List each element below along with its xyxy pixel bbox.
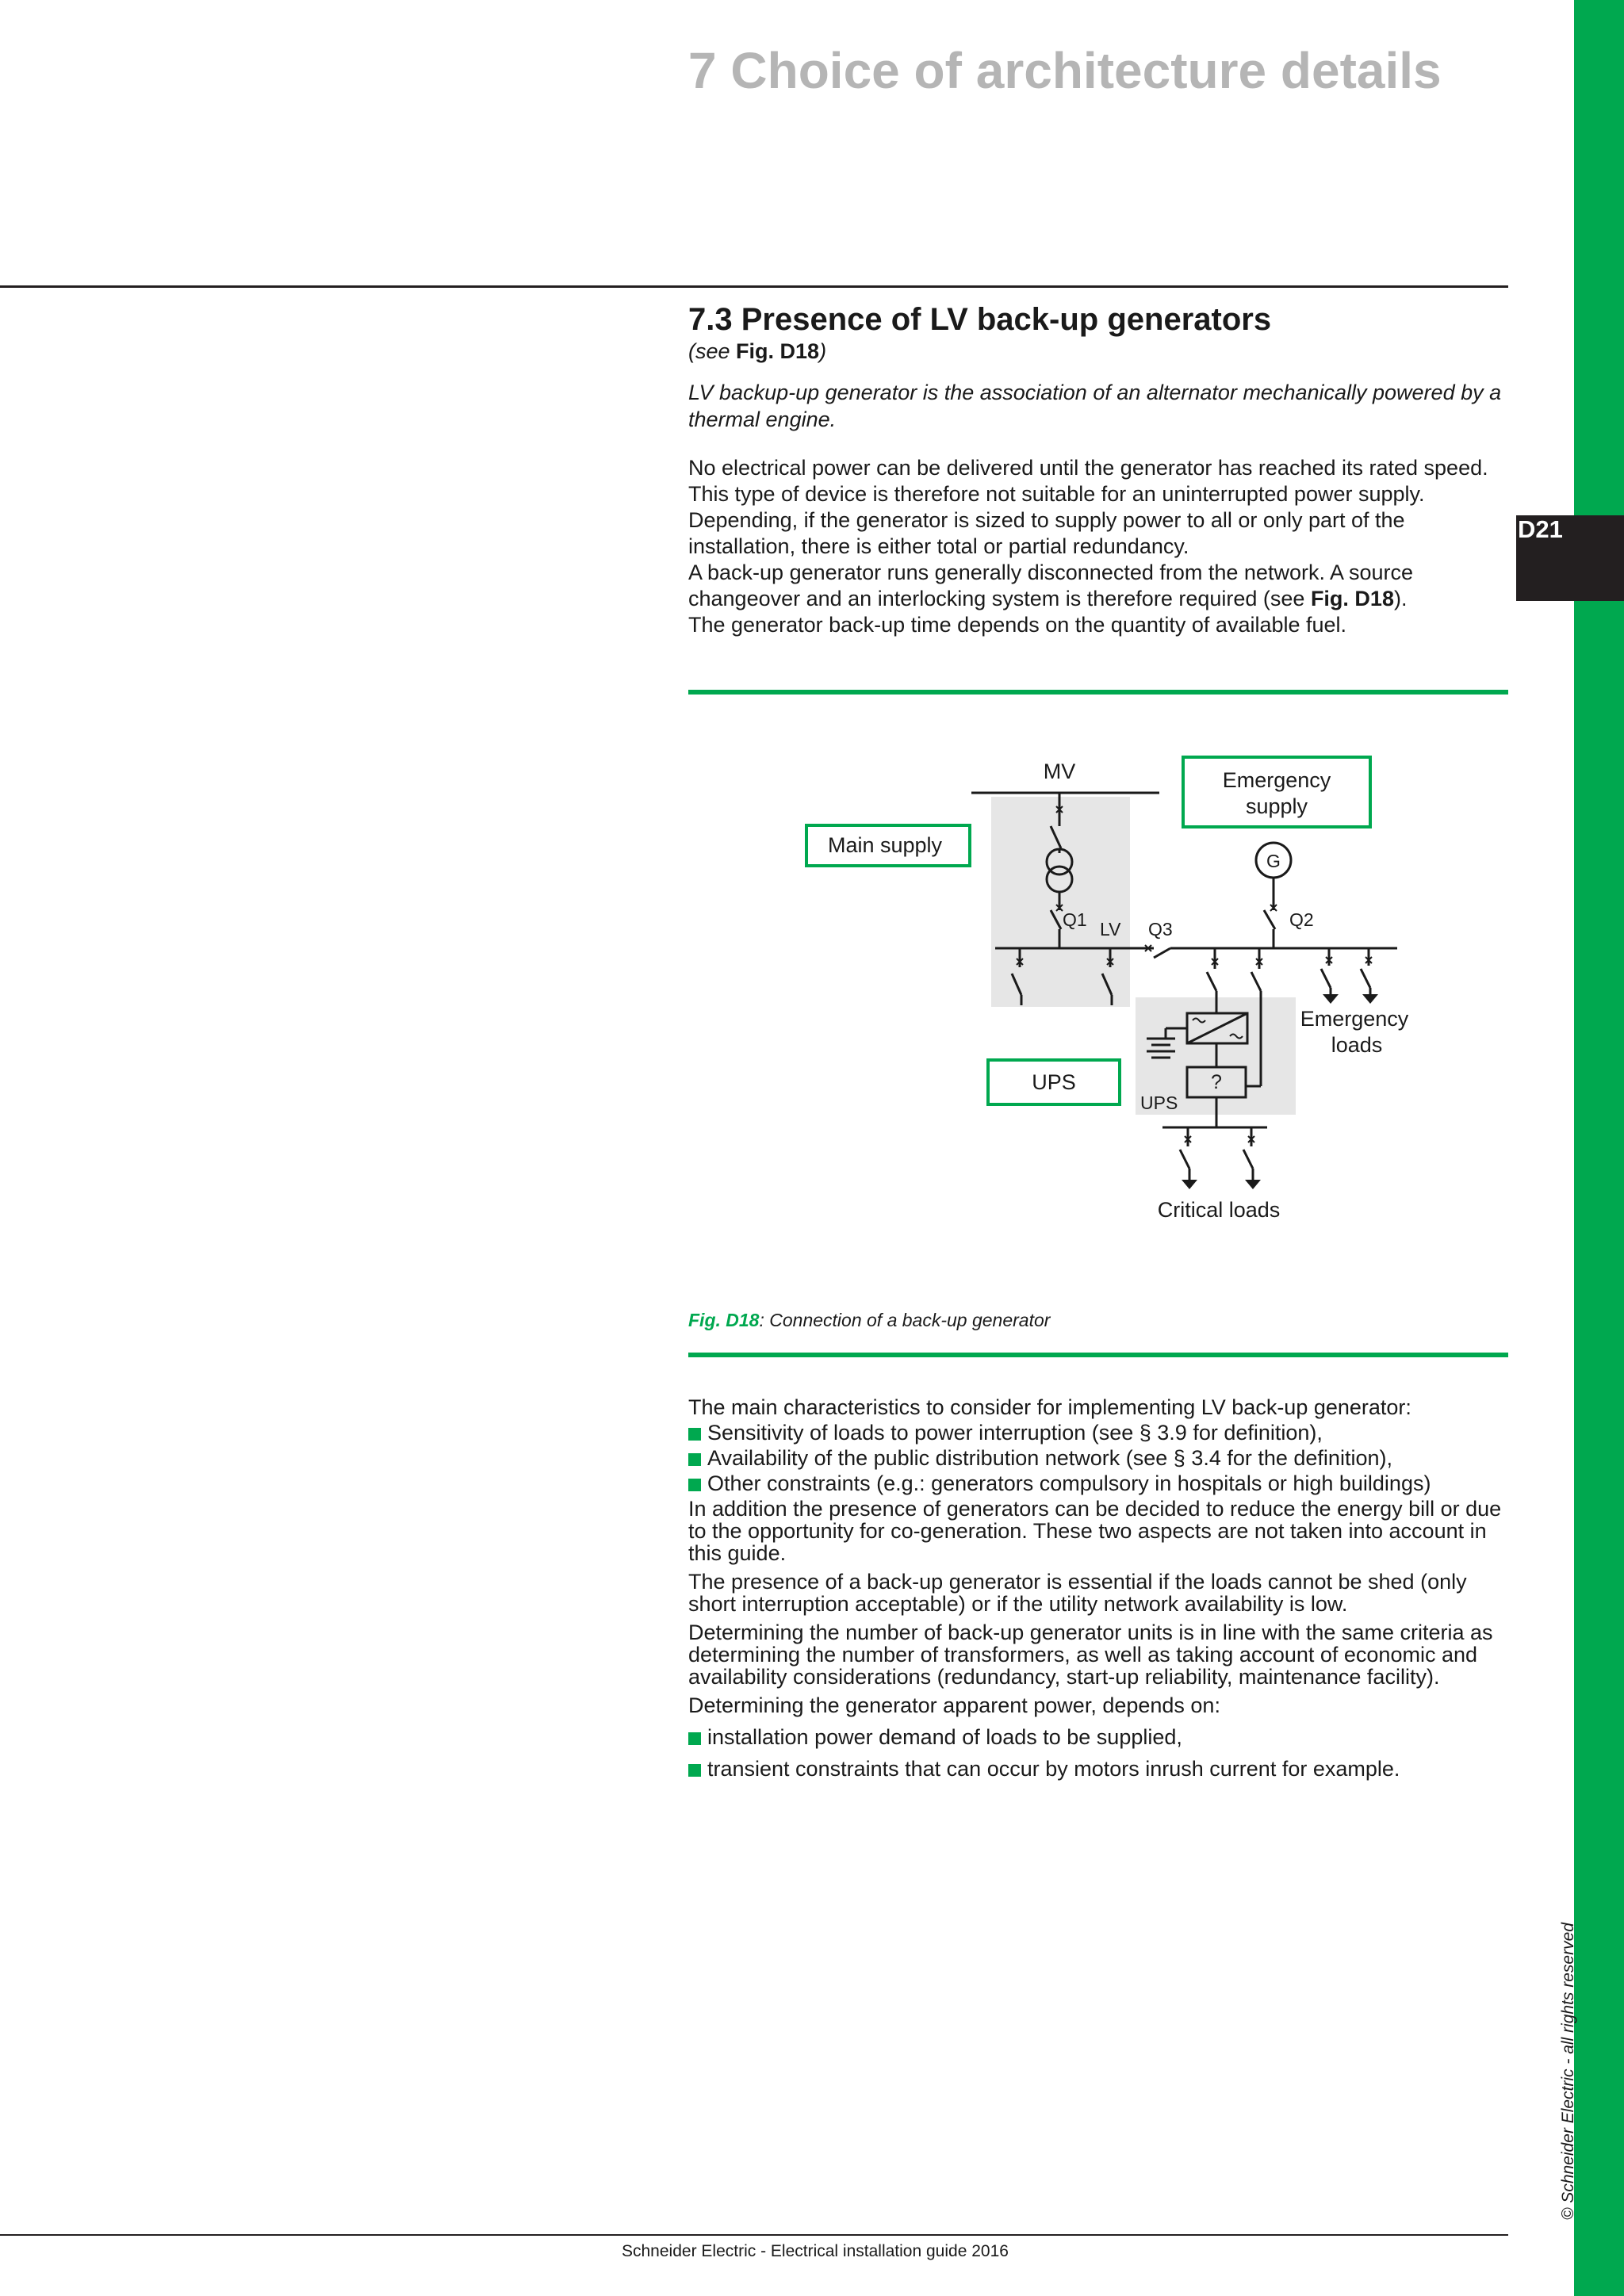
paragraph: The generator back-up time depends on the quantity of available fuel.: [688, 613, 1347, 637]
paragraph: Depending, if the generator is sized to supply power to all or only part of the installation, there is either total or partial redundancy.: [688, 508, 1405, 558]
bullet-icon: [688, 1479, 701, 1491]
paragraph: Determining the generator apparent power, depends on:: [688, 1693, 1220, 1717]
bullet-icon: [688, 1428, 701, 1441]
label-generator: G: [1266, 851, 1281, 871]
bullet-icon: [688, 1453, 701, 1466]
paragraph: The main characteristics to consider for implementing LV back-up generator:: [688, 1395, 1411, 1419]
footer-text: Schneider Electric - Electrical installation guide 2016: [622, 2242, 1009, 2260]
list-item: Availability of the public distribution network (see § 3.4 for the definition),: [688, 1447, 1513, 1469]
label-ups: UPS: [1140, 1093, 1178, 1113]
paragraph: No electrical power can be delivered until the generator has reached its rated speed. This type of device is therefore not suitable for an uninterrupted power supply.: [688, 456, 1488, 506]
label-mv: MV: [1043, 760, 1076, 783]
label-lv: LV: [1100, 919, 1121, 939]
footer-rule: [0, 2234, 1508, 2236]
label-emergency-supply-2: supply: [1245, 794, 1308, 818]
section-title: 7.3 Presence of LV back-up generators: [688, 302, 1272, 337]
label-q2: Q2: [1289, 909, 1314, 930]
list-item: transient constraints that can occur by motors inrush current for example.: [688, 1758, 1513, 1780]
page-number: D21: [1518, 515, 1563, 543]
header-rule: [0, 285, 1508, 288]
label-emergency-supply-1: Emergency: [1222, 768, 1331, 792]
section-body: [688, 455, 1513, 638]
label-emergency-loads-2: loads: [1331, 1033, 1383, 1057]
list-item: installation power demand of loads to be supplied,: [688, 1726, 1513, 1748]
list-item: Other constraints (e.g.: generators compulsory in hospitals or high buildings): [688, 1472, 1513, 1494]
bullet-icon: [688, 1764, 701, 1777]
paragraph: The presence of a back-up generator is essential if the loads cannot be shed (only short interruption acceptable) or if the utility network availability is low.: [688, 1570, 1467, 1616]
label-q1: Q1: [1063, 909, 1087, 930]
figure-caption: Fig. D18: Connection of a back-up generator: [688, 1310, 1051, 1330]
backup-generator-diagram: [785, 741, 1419, 1241]
figure-bottom-rule: [688, 1353, 1508, 1357]
label-emergency-loads-1: Emergency: [1300, 1007, 1409, 1031]
bullet-icon: [688, 1732, 701, 1745]
copyright-notice: © Schneider Electric - all rights reserved: [1559, 1923, 1577, 2220]
paragraph: Determining the number of back-up generator units is in line with the same criteria as determining the number of transformers, as well as taking account of economic and availability considerations (redundancy, start-up reliability, maintenance facility).: [688, 1621, 1493, 1689]
paragraph: A back-up generator runs generally disconnected from the network. A source changeover and an interlocking system is therefore required (see Fig. D18).: [688, 561, 1414, 610]
label-ups-box: UPS: [1032, 1070, 1076, 1094]
figure-top-rule: [688, 690, 1508, 695]
characteristics-text: [688, 1396, 1513, 1786]
green-side-bar: [1574, 0, 1624, 2296]
page-number-tab: [1516, 515, 1624, 601]
chapter-title: 7 Choice of architecture details: [688, 42, 1442, 99]
label-critical-loads: Critical loads: [1157, 1198, 1281, 1222]
section-intro: LV backup-up generator is the association of an alternator mechanically powered by a thermal engine.: [688, 381, 1502, 431]
label-static-switch: ?: [1211, 1071, 1222, 1093]
label-q3: Q3: [1148, 919, 1173, 939]
paragraph: In addition the presence of generators can be decided to reduce the energy bill or due to the opportunity for co-generation. These two aspects are not taken into account in this guide.: [688, 1497, 1502, 1565]
list-item: Sensitivity of loads to power interruption (see § 3.9 for definition),: [688, 1422, 1513, 1444]
see-figure-ref: (see Fig. D18): [688, 339, 827, 363]
label-main-supply: Main supply: [827, 833, 943, 857]
